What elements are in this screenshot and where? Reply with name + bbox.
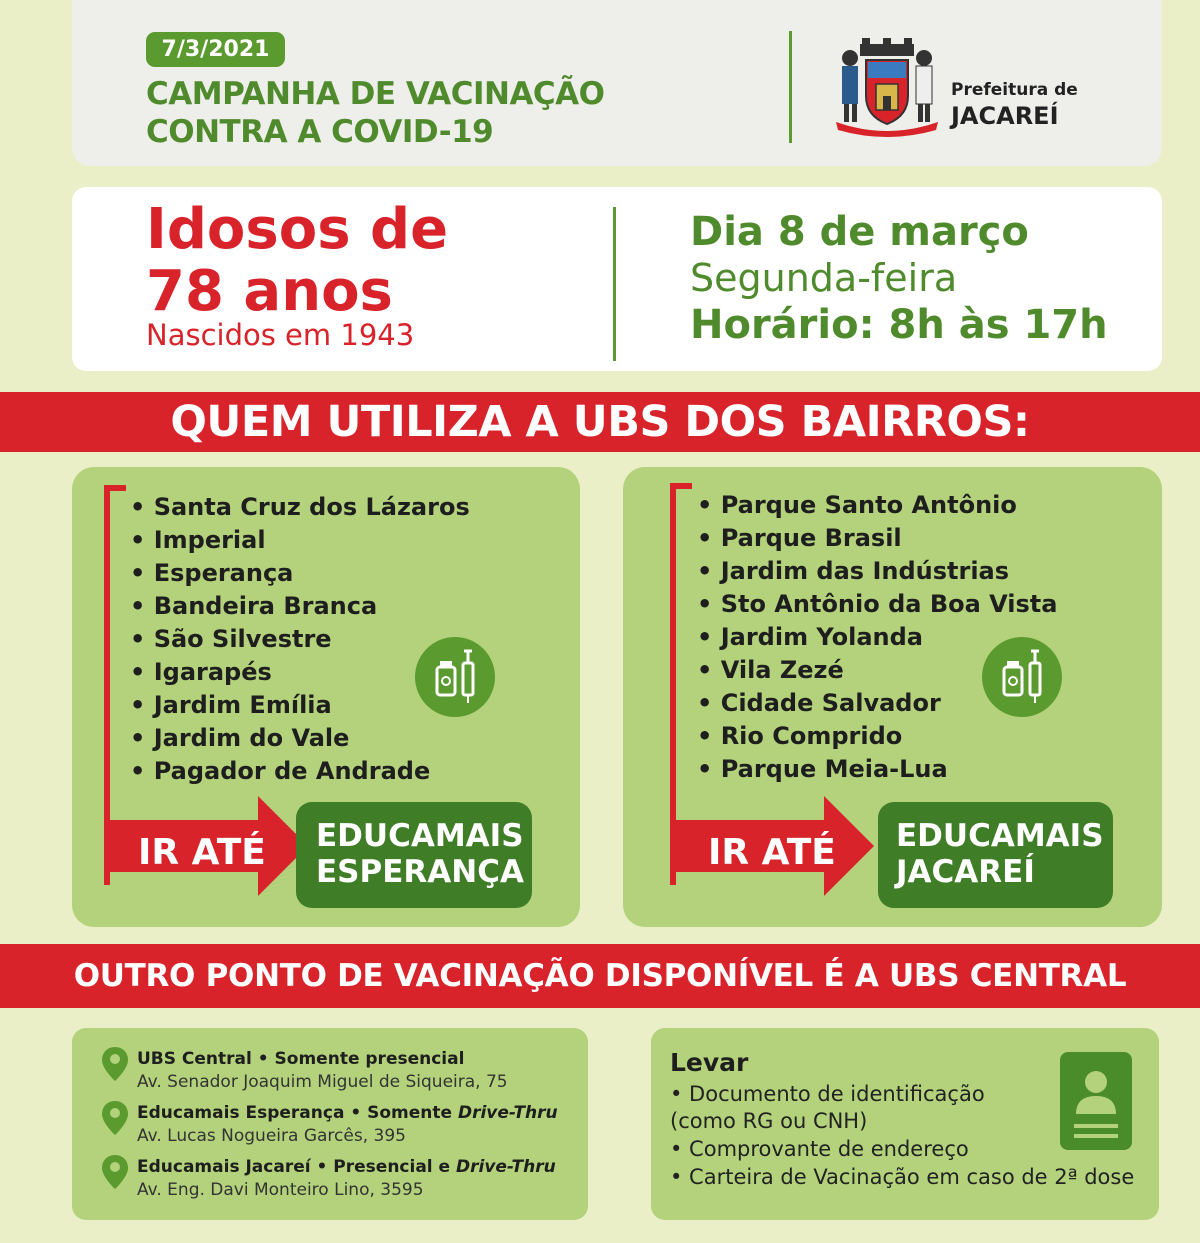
list-item: • Parque Santo Antônio bbox=[697, 489, 1057, 522]
location-pin-icon bbox=[102, 1101, 128, 1135]
weekday: Segunda-feira bbox=[690, 256, 958, 300]
id-card-icon bbox=[1060, 1052, 1132, 1150]
document-item: • Documento de identificação bbox=[670, 1082, 985, 1106]
ubs-central-banner: OUTRO PONTO DE VACINAÇÃO DISPONÍVEL É A UBS CENTRAL bbox=[0, 944, 1200, 1008]
schedule-hours: Horário: 8h às 17h bbox=[690, 302, 1108, 348]
go-to-label: IR ATÉ bbox=[138, 832, 266, 873]
city-name: JACAREÍ bbox=[951, 102, 1059, 130]
list-item: • Parque Brasil bbox=[697, 522, 1057, 555]
location-pin-icon bbox=[102, 1047, 128, 1081]
list-item: • Jardim Yolanda bbox=[697, 621, 1057, 654]
location-address-3: Av. Eng. Davi Monteiro Lino, 3595 bbox=[137, 1180, 424, 1200]
location-address-1: Av. Senador Joaquim Miguel de Siqueira, 75 bbox=[137, 1072, 508, 1092]
birth-year: Nascidos em 1943 bbox=[146, 318, 415, 352]
list-item: • Esperança bbox=[130, 557, 470, 590]
document-item: • Carteira de Vacinação em caso de 2ª dose bbox=[670, 1165, 1135, 1189]
location-name-1: UBS Central • Somente presencial bbox=[137, 1049, 465, 1069]
vaccine-icon bbox=[415, 637, 495, 717]
list-item: • Igarapés bbox=[130, 656, 470, 689]
list-item: • Jardim das Indústrias bbox=[697, 555, 1057, 588]
location-pin-icon bbox=[102, 1155, 128, 1189]
list-item: • Imperial bbox=[130, 524, 470, 557]
location-address-2: Av. Lucas Nogueira Garcês, 395 bbox=[137, 1126, 406, 1146]
campaign-title-line2: CONTRA A COVID-19 bbox=[146, 114, 494, 150]
list-item: • Bandeira Branca bbox=[130, 590, 470, 623]
prefeitura-label: Prefeitura de bbox=[951, 80, 1078, 100]
vaccine-icon bbox=[982, 637, 1062, 717]
list-item: • Pagador de Andrade bbox=[130, 755, 470, 788]
list-item: • Cidade Salvador bbox=[697, 687, 1057, 720]
destination-line2: ESPERANÇA bbox=[316, 854, 524, 890]
coat-of-arms-icon bbox=[832, 38, 942, 140]
destination-line2: JACAREÍ bbox=[896, 854, 1035, 890]
list-item: • Jardim Emília bbox=[130, 689, 470, 722]
go-to-label: IR ATÉ bbox=[708, 832, 836, 873]
list-item: • Santa Cruz dos Lázaros bbox=[130, 491, 470, 524]
list-item: • Jardim do Vale bbox=[130, 722, 470, 755]
campaign-title-line1: CAMPANHA DE VACINAÇÃO bbox=[146, 76, 605, 112]
list-item: • São Silvestre bbox=[130, 623, 470, 656]
destination-line1: EDUCAMAIS bbox=[896, 818, 1104, 854]
list-item: • Vila Zezé bbox=[697, 654, 1057, 687]
target-group-line2: 78 anos bbox=[146, 259, 393, 324]
vaccination-date: Dia 8 de março bbox=[690, 209, 1029, 255]
list-item: • Sto Antônio da Boa Vista bbox=[697, 588, 1057, 621]
destination-esperanca bbox=[296, 802, 532, 908]
location-name-2: Educamais Esperança • Somente Drive-Thru bbox=[137, 1103, 558, 1123]
document-item: (como RG ou CNH) bbox=[670, 1109, 868, 1133]
documents-title: Levar bbox=[670, 1048, 749, 1077]
destination-jacarei bbox=[878, 802, 1113, 908]
header-divider bbox=[789, 31, 792, 143]
list-item: • Rio Comprido bbox=[697, 720, 1057, 753]
info-divider bbox=[613, 207, 616, 361]
list-item: • Parque Meia-Lua bbox=[697, 753, 1057, 786]
date-badge: 7/3/2021 bbox=[146, 32, 285, 67]
location-name-3: Educamais Jacareí • Presencial e Drive-Thru bbox=[137, 1157, 556, 1177]
document-item: • Comprovante de endereço bbox=[670, 1137, 969, 1161]
destination-line1: EDUCAMAIS bbox=[316, 818, 524, 854]
ubs-banner: QUEM UTILIZA A UBS DOS BAIRROS: bbox=[0, 392, 1200, 452]
target-group-line1: Idosos de bbox=[146, 197, 449, 262]
